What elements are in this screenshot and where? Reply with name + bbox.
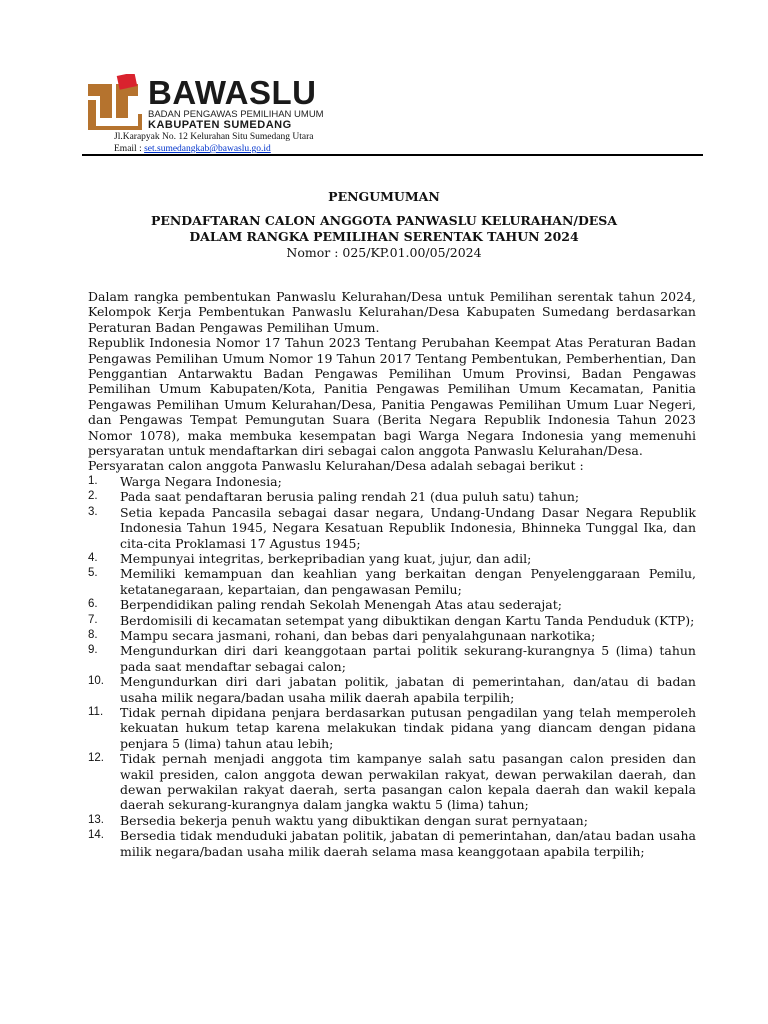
brand-region: KABUPATEN SUMEDANG — [148, 119, 292, 131]
list-item — [88, 628, 696, 643]
list-item-text: Warga Negara Indonesia; — [120, 473, 282, 489]
list-item-text: Mempunyai integritas, berkepribadian yang kuat, jujur, dan adil; — [120, 550, 532, 566]
title-line-2: DALAM RANGKA PEMILIHAN SERENTAK TAHUN 2024 — [189, 229, 579, 244]
list-item-number: 14. — [88, 829, 104, 842]
requirements-intro: Persyaratan calon anggota Panwaslu Kelurahan/Desa adalah sebagai berikut : — [88, 458, 584, 474]
list-item-text: Bersedia tidak menduduki jabatan politik, jabatan di pemerintahan, dan/atau badan usaha milik negara/badan usaha milik daerah selama masa keanggotaan apabila terpilih; — [120, 828, 696, 859]
email-link[interactable]: set.sumedangkab@bawaslu.go.id — [144, 144, 271, 154]
list-item-text: Mampu secara jasmani, rohani, dan bebas dari penyalahgunaan narkotika; — [120, 627, 596, 643]
brand-name: BAWASLU — [148, 74, 317, 111]
list-item — [88, 474, 696, 489]
list-item — [88, 613, 696, 628]
list-item-number: 2. — [88, 490, 98, 503]
list-item — [88, 751, 696, 813]
list-item — [88, 813, 696, 828]
list-item-number: 8. — [88, 628, 98, 641]
requirements-list — [88, 474, 696, 859]
list-item-number: 3. — [88, 505, 98, 518]
document-number: Nomor : 025/KP.01.00/05/2024 — [286, 245, 482, 260]
regulation-paragraph: Republik Indonesia Nomor 17 Tahun 2023 Tentang Perubahan Keempat Atas Peraturan Badan Pengawas Pemilihan Umum Nomor 19 Tahun 2017 Tentang Pembentukan, Pemberhentian, Dan Penggantian Antarwaktu Badan Pengawas Pemilihan Umum Provinsi, Badan Pengawas Pemilihan Umum Kabupaten/Kota, Panitia Pengawas Pemilihan Umum Kecamatan, Panitia Pengawas Pemilihan Umum Kelurahan/Desa, Panitia Pengawas Pemilihan Umum Luar Negeri, dan Pengawas Tempat Pemungutan Suara (Berita Negara Republik Indonesia Tahun 2023 Nomor 1078), maka membuka kesempatan bagi Warga Negara Indonesia yang memenuhi persyaratan untuk mendaftarkan diri sebagai calon anggota Panwaslu Kelurahan/Desa. — [88, 335, 696, 459]
brand-subtitle: BADAN PENGAWAS PEMILIHAN UMUM — [148, 109, 324, 120]
list-item-text: Berdomisili di kecamatan setempat yang dibuktikan dengan Kartu Tanda Penduduk (KTP); — [120, 612, 695, 628]
list-item — [88, 566, 696, 597]
list-item — [88, 705, 696, 751]
list-item-number: 9. — [88, 644, 98, 657]
list-item-text: Mengundurkan diri dari jabatan politik, jabatan di pemerintahan, dan/atau di badan usaha milik negara/badan usaha milik daerah apabila terpilih; — [120, 674, 696, 705]
header-divider — [82, 154, 703, 156]
list-item — [88, 505, 696, 551]
bawaslu-logo-icon — [82, 74, 144, 130]
list-item-number: 11. — [88, 705, 104, 718]
list-item-number: 13. — [88, 813, 104, 826]
list-item-text: Bersedia bekerja penuh waktu yang dibuktikan dengan surat pernyataan; — [120, 812, 588, 828]
list-item — [88, 674, 696, 705]
list-item-text: Mengundurkan diri dari keanggotaan partai politik sekurang-kurangnya 5 (lima) tahun pada saat mendaftar sebagai calon; — [120, 643, 696, 674]
intro-paragraph: Dalam rangka pembentukan Panwaslu Kelurahan/Desa untuk Pemilihan serentak tahun 2024, Kelompok Kerja Pembentukan Panwaslu Kelurahan/Desa Kabupaten Sumedang berdasarkan Peraturan Badan Pengawas Pemilihan Umum. — [88, 289, 696, 335]
list-item-text: Berpendidikan paling rendah Sekolah Menengah Atas atau sederajat; — [120, 597, 562, 613]
list-item-number: 6. — [88, 598, 98, 611]
list-item — [88, 551, 696, 566]
list-item-text: Setia kepada Pancasila sebagai dasar negara, Undang-Undang Dasar Negara Republik Indonesia Tahun 1945, Negara Kesatuan Republik Indonesia, Bhinneka Tunggal Ika, dan cita-cita Proklamasi 17 Agustus 1945; — [120, 504, 696, 551]
letterhead — [82, 70, 706, 160]
list-item — [88, 828, 696, 859]
list-item-text: Memiliki kemampuan dan keahlian yang berkaitan dengan Penyelenggaraan Pemilu, ketatanegaraan, kepartaian, dan pengawasan Pemilu; — [120, 566, 696, 597]
list-item-number: 12. — [88, 752, 104, 765]
list-item — [88, 489, 696, 504]
email-label: Email : — [114, 144, 145, 154]
address-block — [114, 131, 313, 155]
title-line-1: PENDAFTARAN CALON ANGGOTA PANWASLU KELURAHAN/DESA — [150, 213, 618, 228]
list-item-number: 10. — [88, 675, 104, 688]
list-item-text: Tidak pernah dipidana penjara berdasarkan putusan pengadilan yang telah memperoleh kekuatan hukum tetap karena melakukan tindak pidana yang diancam dengan pidana penjara 5 (lima) tahun atau lebih; — [120, 704, 696, 751]
list-item — [88, 597, 696, 612]
title-block — [0, 189, 768, 261]
list-item-text: Pada saat pendaftaran berusia paling rendah 21 (dua puluh satu) tahun; — [120, 489, 580, 505]
announcement-body — [88, 289, 696, 859]
list-item-number: 7. — [88, 613, 98, 626]
list-item — [88, 643, 696, 674]
list-item-number: 5. — [88, 567, 98, 580]
list-item-text: Tidak pernah menjadi anggota tim kampanye salah satu pasangan calon presiden dan wakil presiden, calon anggota dewan perwakilan rakyat, dewan perwakilan daerah, dan dewan perwakilan rakyat daerah, serta pasangan calon kepala daerah dan wakil kepala daerah sekurang-kurangnya dalam jangka waktu 5 (lima) tahun; — [120, 751, 696, 813]
list-item-number: 1. — [88, 474, 98, 487]
list-item-number: 4. — [88, 551, 98, 564]
address-line: Jl.Karapyak No. 12 Kelurahan Situ Sumedang Utara — [114, 132, 314, 142]
announcement-heading: PENGUMUMAN — [328, 189, 440, 204]
